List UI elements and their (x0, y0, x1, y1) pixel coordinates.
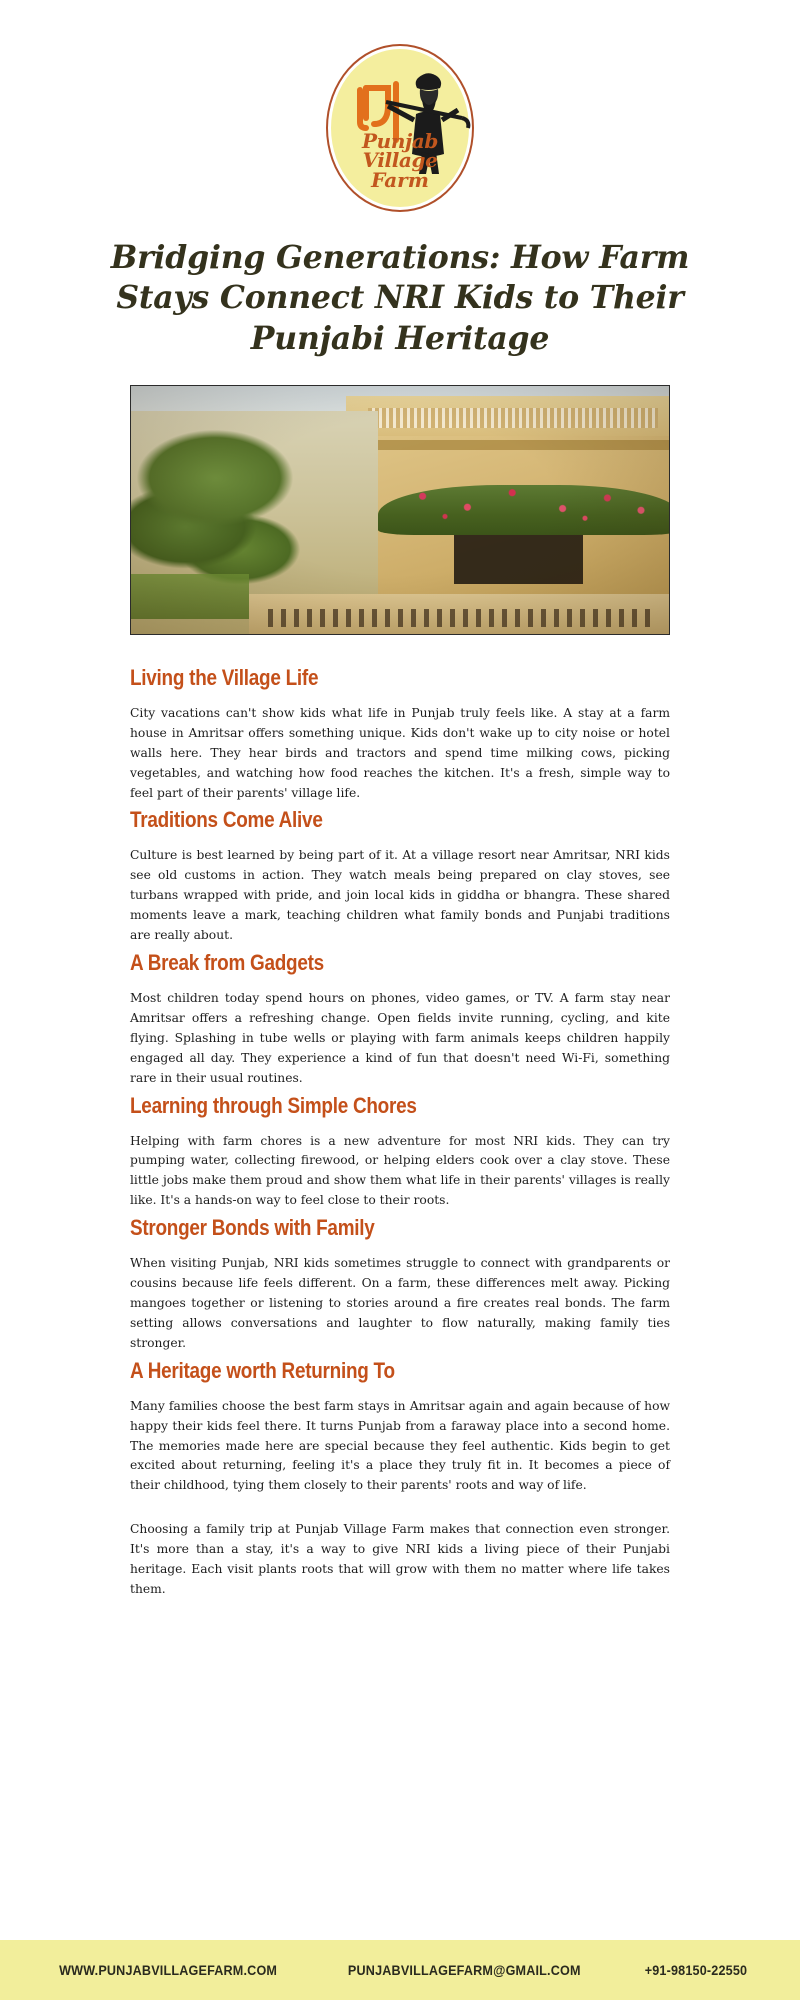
brand-logo (326, 44, 474, 212)
photo-vignette (131, 386, 669, 634)
section-traditions-come-alive (130, 807, 670, 946)
footer-phone[interactable]: +91-98150-22550 (645, 1962, 748, 1978)
closing-paragraph: Choosing a family trip at Punjab Village Farm makes that connection even stronger. It's more than a stay, it's a way to give NRI kids a living piece of their Punjabi heritage. Each visit plants roots that will grow with them no matter where life takes them. (130, 1522, 670, 1596)
footer-website[interactable]: WWW.PUNJABVILLAGEFARM.COM (58, 1962, 277, 1978)
article-sections (130, 665, 670, 1600)
hero-image (130, 385, 670, 635)
logo-line-1: Punjab Village (362, 129, 438, 172)
footer-contact-bar (0, 1940, 800, 2000)
page-title: Bridging Generations: How Farm Stays Connect NRI Kids to Their Punjabi Heritage (110, 239, 690, 357)
section-heading: Learning through Simple Chores (130, 1092, 417, 1118)
logo-wordmark (326, 129, 474, 192)
section-heading: Stronger Bonds with Family (130, 1215, 375, 1241)
section-heading: Traditions Come Alive (130, 807, 323, 833)
section-living-the-village-life (130, 665, 670, 804)
section-heading: A Heritage worth Returning To (130, 1357, 395, 1383)
logo-line-2: Farm (371, 168, 429, 192)
footer-email[interactable]: PUNJABVILLAGEFARM@GMAIL.COM (347, 1962, 581, 1978)
section-body: City vacations can't show kids what life in Punjab truly feels like. A stay at a farm house in Amritsar offers something unique. Kids don't wake up to city noise or hotel walls here. They hear birds and tractors and spend time milking cows, picking vegetables, and watching how food reaches the kitchen. It's a fresh, simple way to feel part of their parents' village life. (130, 705, 670, 800)
section-body: Helping with farm chores is a new adventure for most NRI kids. They can try pumping water, collecting firewood, or helping elders cook over a clay stove. These little jobs make them proud and show them what life in their parents' villages is really like. It's a hands-on way to feel close to their roots. (130, 1133, 670, 1208)
section-a-break-from-gadgets (130, 950, 670, 1089)
section-body: Most children today spend hours on phones, video games, or TV. A farm stay near Amritsar offers a refreshing change. Open fields invite running, cycling, and kite flying. Splashing in tube wells or playing with farm animals keeps children happily engaged all day. They experience a kind of fun that doesn't need Wi-Fi, something rare in their usual routines. (130, 991, 670, 1085)
section-body: Many families choose the best farm stays in Amritsar again and again because of how happy their kids feel there. It turns Punjab from a faraway place into a second home. The memories made here are special because they feel authentic. Kids begin to get excited about returning, feeling it's a place they truly fit in. It becomes a piece of their childhood, tying them closely to their parents' roots and way of life. (130, 1398, 670, 1493)
section-stronger-bonds-with-family (130, 1215, 670, 1354)
page-content (0, 44, 800, 1600)
section-body: Culture is best learned by being part of it. At a village resort near Amritsar, NRI kids see old customs in action. They watch meals being prepared on clay stoves, see turbans wrapped with pride, and join local kids in giddha or bhangra. These shared moments leave a mark, teaching children what family bonds and Punjabi traditions are really about. (130, 848, 670, 943)
section-a-heritage-worth-returning-to (130, 1358, 670, 1497)
section-heading: Living the Village Life (130, 664, 319, 690)
section-learning-through-simple-chores (130, 1093, 670, 1212)
section-heading: A Break from Gadgets (130, 950, 324, 975)
section-body: When visiting Punjab, NRI kids sometimes struggle to connect with grandparents or cousins because life feels different. On a farm, these differences melt away. Picking mangoes together or listening to stories around a fire creates real bonds. The farm setting allows conversations and laughter to flow naturally, making family ties stronger. (130, 1256, 670, 1350)
